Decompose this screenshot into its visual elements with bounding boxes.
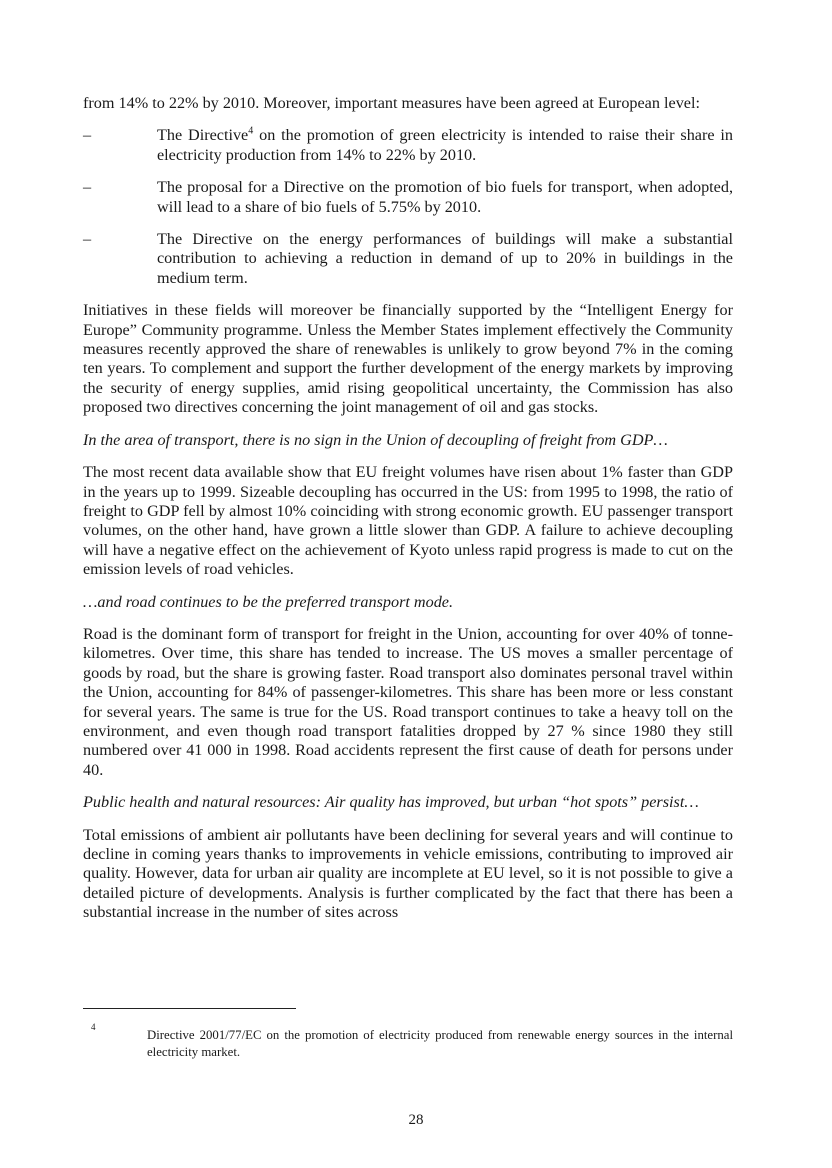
footnote-divider — [83, 1008, 296, 1009]
section-heading-road: …and road continues to be the preferred transport mode. — [83, 592, 454, 611]
document-body — [83, 94, 733, 936]
bullet-text-start: The Directive — [157, 126, 249, 145]
bullet-item-bio-fuels — [83, 178, 733, 217]
section-heading-transport: In the area of transport, there is no sign in the Union of decoupling of freight from GDP… — [83, 430, 668, 449]
emissions-paragraph: Total emissions of ambient air pollutants have been declining for several years and will continue to decline in coming years thanks to improvements in vehicle emissions, contributing to improved air quality. However, data for urban air quality are incomplete at EU level, so it is not possible to give a detailed picture of developments. Analysis is further complicated by the fact that there has been a substantial increase in the number of sites across — [83, 825, 733, 922]
section-heading-health: Public health and natural resources: Air quality has improved, but urban “hot spots” persist… — [83, 793, 699, 812]
bullet-text-end: on the promotion of green electricity is intended to raise their share in electricity production from 14% to 22% by 2010. — [157, 126, 733, 164]
page-number: 28 — [408, 1112, 424, 1128]
bullet-dash: – — [83, 230, 92, 249]
bullet-item-buildings — [83, 230, 733, 288]
footnote-reference[interactable]: 4 — [248, 126, 254, 138]
footnote: 4 Directive 2001/77/EC on the promotion of electricity produced from renewable energy sources in the internal electricity market. — [83, 1027, 733, 1061]
footnote-text: Directive 2001/77/EC on the promotion of electricity produced from renewable energy sources in the internal electricity market. — [147, 1028, 733, 1059]
bullet-text — [157, 126, 733, 165]
bullet-text: The proposal for a Directive on the promotion of bio fuels for transport, when adopted, will lead to a share of bio fuels of 5.75% by 2010. — [157, 178, 733, 216]
intro-paragraph: from 14% to 22% by 2010. Moreover, important measures have been agreed at European level: — [83, 94, 700, 112]
initiatives-paragraph: Initiatives in these fields will moreover be financially supported by the “Intelligent Energy for Europe” Community programme. Unless the Member States implement effectively the Community measures recently approved the share of renewables is unlikely to grow beyond 7% in the coming ten years. To complement and support the further development of the energy markets by improving the security of energy supplies, amid rising geopolitical uncertainty, the Commission has also proposed two directives concerning the joint management of oil and gas stocks. — [83, 301, 733, 417]
road-paragraph: Road is the dominant form of transport for freight in the Union, accounting for over 40% of tonne-kilometres. Over time, this share has tended to increase. The US moves a smaller percentage of goods by road, but the share is growing faster. Road transport also dominates personal travel within the Union, accounting for 84% of passenger-kilometres. This share has been more or less constant for several years. The same is true for the US. Road transport continues to take a heavy toll on the environment, and even though road transport fatalities dropped by 27 % since 1980 they still numbered over 41 000 in 1998. Road accidents represent the first cause of death for persons under 40. — [83, 624, 733, 779]
bullet-dash: – — [83, 126, 92, 145]
bullet-dash: – — [83, 178, 92, 197]
bullet-item-green-electricity — [83, 126, 733, 165]
bullet-text: The Directive on the energy performances of buildings will make a substantial contribution to achieving a reduction in demand of up to 20% in buildings in the medium term. — [157, 230, 733, 287]
freight-paragraph: The most recent data available show that EU freight volumes have risen about 1% faster than GDP in the years up to 1999. Sizeable decoupling has occurred in the US: from 1995 to 1998, the ratio of freight to GDP fell by almost 10% coinciding with strong economic growth. EU passenger transport volumes, on the other hand, have grown a little slower than GDP. A failure to achieve decoupling will have a negative effect on the achievement of Kyoto unless rapid progress is made to cut on the emission levels of road vehicles. — [83, 463, 733, 579]
